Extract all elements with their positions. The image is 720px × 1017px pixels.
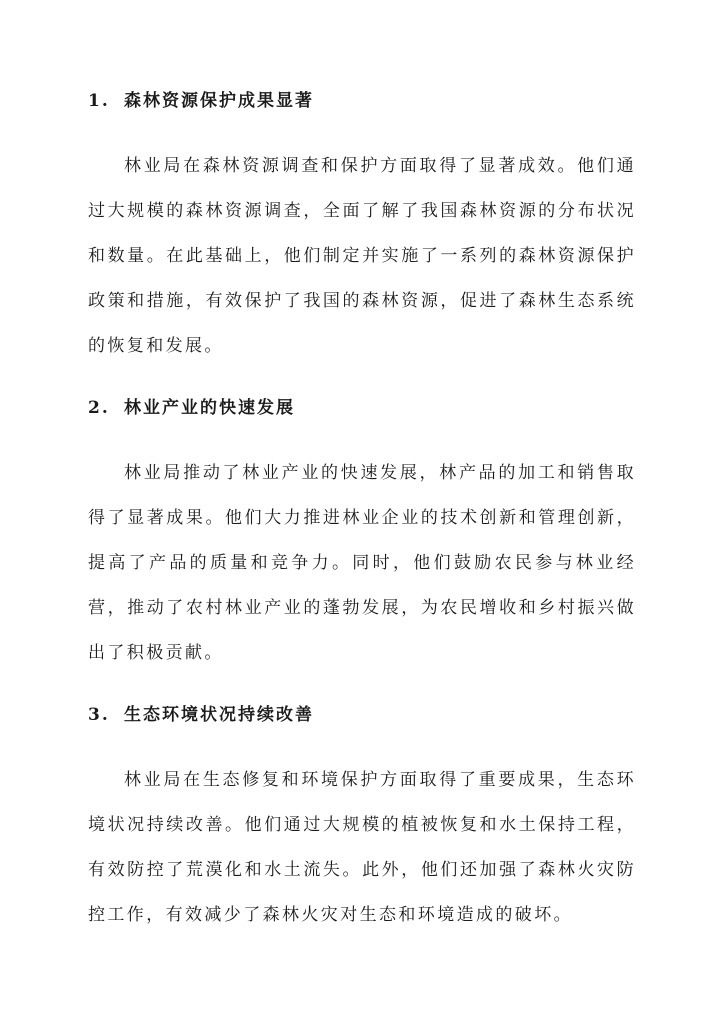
document-page — [88, 84, 636, 938]
section-heading — [88, 391, 636, 425]
section-forestry-industry — [88, 391, 636, 676]
section-forest-protection — [88, 84, 636, 369]
section-heading — [88, 698, 636, 732]
section-heading — [88, 84, 636, 118]
section-number: 1. — [88, 91, 110, 111]
section-number: 2. — [88, 398, 110, 418]
section-title: 森林资源保护成果显著 — [124, 91, 314, 111]
section-paragraph: 林业局推动了林业产业的快速发展，林产品的加工和销售取得了显著成果。他们大力推进林业企业的技术创新和管理创新，提高了产品的质量和竞争力。同时，他们鼓励农民参与林业经营，推动了农村林业产业的蓬勃发展，为农民增收和乡村振兴做出了积极贡献。 — [88, 463, 636, 663]
section-title: 林业产业的快速发展 — [124, 398, 295, 418]
section-paragraph: 林业局在生态修复和环境保护方面取得了重要成果，生态环境状况持续改善。他们通过大规模的植被恢复和水土保持工程，有效防控了荒漠化和水土流失。此外，他们还加强了森林火灾防控工作，有效减少了森林火灾对生态和环境造成的破坏。 — [88, 770, 636, 925]
section-title: 生态环境状况持续改善 — [124, 705, 314, 725]
section-number: 3. — [88, 705, 110, 725]
section-ecological-environment — [88, 698, 636, 938]
section-paragraph: 林业局在森林资源调查和保护方面取得了显著成效。他们通过大规模的森林资源调查，全面了解了我国森林资源的分布状况和数量。在此基础上，他们制定并实施了一系列的森林资源保护政策和措施，有效保护了我国的森林资源，促进了森林生态系统的恢复和发展。 — [88, 156, 636, 356]
